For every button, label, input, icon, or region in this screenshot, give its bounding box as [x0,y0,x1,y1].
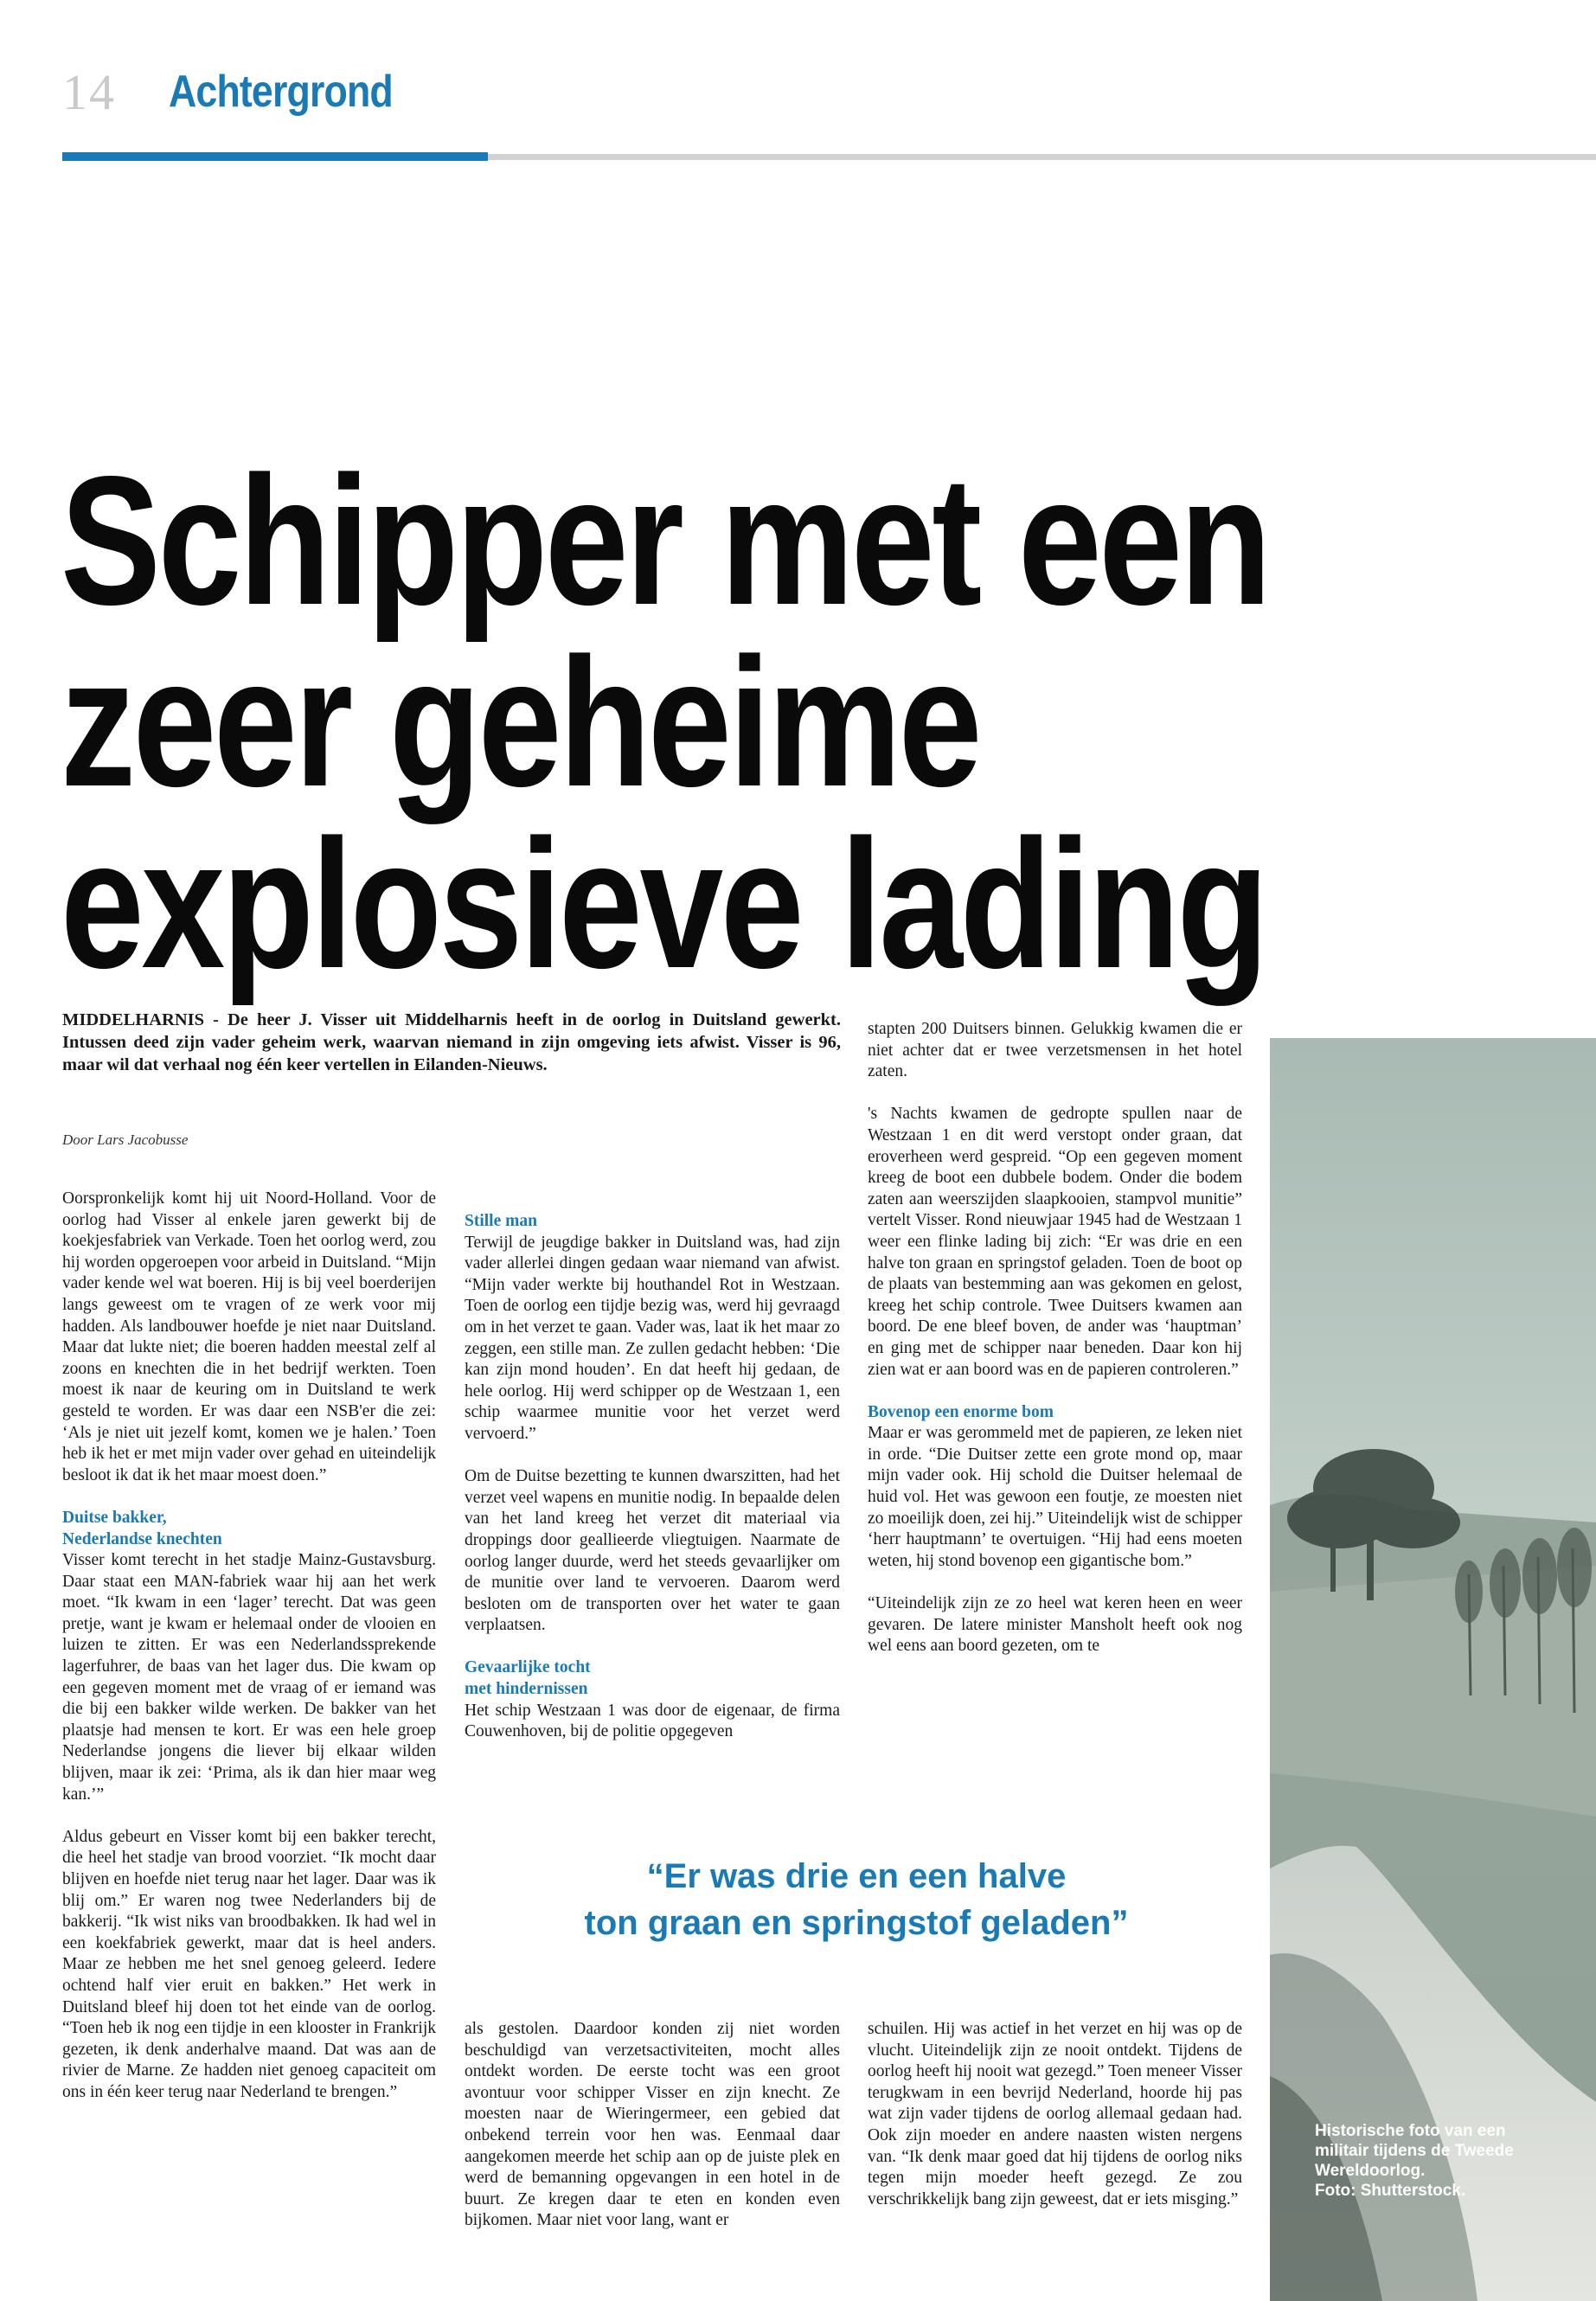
subheading-line: Nederlandse knechten [62,1529,222,1548]
section-title: Achtergrond [169,67,393,117]
paragraph: als gestolen. Daardoor konden zij niet worden beschuldigd van verzetsactiviteiten, mocht alles ontdekt worden. De eerste tocht was een groot avontuur voor schipper Visser en zijn knecht. Ze moesten naar de Wieringermeer, een gebied dat onbekend terrein voor hen was. Eenmaal daar aangekomen meerde het schip aan op de juiste plek en werd de bemanning opgevangen in een hotel in de buurt. Ze kregen daar te eten en konden even bijkomen. Maar niet voor lang, want er [465,2020,840,2230]
header-rule-accent [62,152,488,161]
paragraph: 's Nachts kwamen de gedropte spullen naar de Westzaan 1 en dit werd verstopt onder graan, dat eroverheen werd gespreid. “Op een gegeven moment kreeg de boot een dubbele bodem. Onder die bodem zaten aan weerszijden slaapkooien, stampvol munitie” vertelt Visser. Rond nieuwjaar 1945 had de Westzaan 1 weer een flinke lading bij zich: “Er was drie en een halve ton graan en springstof geladen. Toen de boot op de plaats van bestemming aan was gekomen en gelost, kreeg het schip controle. Twee Duitsers kwamen aan boord. De ene bleef boven, de ander was ‘hauptman’ en ging met de schipper naar beneden. Daar kon hij zien wat er aan boord was en de papieren controleren.” [868,1105,1242,1379]
headline-line: zeer geheime [61,619,980,824]
page-number: 14 [62,64,116,120]
subheading-line: Duitse bakker, [62,1508,167,1527]
paragraph: Visser komt terecht in het stadje Mainz-Gustavsburg. Daar staat een MAN-fabriek waar hij aan het werk moet. “Ik kwam in een ‘lager’ terecht. Dat was geen pretje, want je kwam er helemaal onder de vlooien en luizen te zitten. Er was een Nederlandssprekende lagerfuhrer, de baas van het lager dus. Die kwam op een gegeven moment met de vraag of er iemand was die bij een bakker wilde werken. De bakker van het plaatsje had mensen te kort. Er was een hele groep Nederlandse jongens die liever bij elkaar wilden blijven, maar ik zei: ‘Prima, als ik dan hier maar weg kan.’” [62,1551,436,1804]
caption-line: Historische foto van een [1315,2122,1506,2140]
paragraph: Het schip Westzaan 1 was door de eigenaar, de firma Couwenhoven, bij de politie opgegeven [465,1701,840,1741]
photo-caption [1315,2121,1531,2201]
paragraph: “Uiteindelijk zijn ze zo heel wat keren heen en weer gevaren. De latere minister Mansholt heeft ook nog wel eens aan boord gezeten, om te [868,1594,1242,1656]
subheading [465,1657,840,1700]
subheading: Stille man [465,1212,537,1230]
pull-quote [484,1853,1228,1946]
paragraph: schuilen. Hij was actief in het verzet en hij was op de vlucht. Uiteindelijk zijn ze nooit ontdekt. Tijdens de oorlog heeft hij nooit wat gezegd.” Toen meneer Visser terugkwam in een bevrijd Nederland, hoorde hij pas wat zijn vader tijdens de oorlog allemaal gedaan had. Ook zijn moeder en andere naasten wisten nergens van. “Ik denk maar goed dat hij tijdens de oorlog niks tegen mijn moeder heeft gezegd. Ze zou verschrikkelijk bang zijn geweest, dat er iets misging.” [868,2020,1242,2208]
caption-line: militair tijdens de Tweede [1315,2142,1514,2160]
subheading-line: Gevaarlijke tocht [465,1658,591,1677]
byline: Door Lars Jacobusse [62,1131,189,1148]
headline [61,438,1269,1006]
paragraph: Om de Duitse bezetting te kunnen dwarszitten, had het verzet veel wapens en munitie nodig. In bepaalde delen van het land kreeg het verzet dit materiaal via droppings door geallieerde vliegtuigen. Naarmate de oorlog langer duurde, werd het steeds gevaarlijker om de munitie over land te vervoeren. Daarom werd besloten om de transporten over het water te gaan verplaatsen. [465,1467,840,1635]
pull-quote-line: “Er was drie en een halve [646,1857,1067,1895]
subheading: Bovenop een enorme bom [868,1402,1054,1421]
subheading-line: met hindernissen [465,1680,588,1699]
article-column-2-continued [465,2019,840,2232]
caption-line: Foto: Shutterstock. [1315,2182,1466,2200]
headline-line: Schipper met een [61,438,1269,643]
paragraph: Terwijl de jeugdige bakker in Duitsland was, had zijn vader allerlei dingen gedaan waar niemand van afwist. “Mijn vader werkte bij houthandel Rot in Westzaan. Toen de oorlog een tijdje bezig was, werd hij gevraagd om in het verzet te gaan. Vader was, laat ik het maar zo zeggen, een stille man. Ze zullen gedacht hebben: ‘Die kan zijn mond houden’. En dat heeft hij gedaan, de hele oorlog. Hij werd schipper op de Westzaan 1, een schip waarmee munitie voor het verzet werd vervoerd.” [465,1233,840,1443]
photo-illustration [1270,1038,1596,2301]
article-column-2 [465,1211,840,1743]
caption-line: Wereldoorlog. [1315,2162,1426,2180]
paragraph: Oorspronkelijk komt hij uit Noord-Holland. Voor de oorlog had Visser al enkele jaren gewerkt bij de koekjesfabriek van Verkade. Toen het oorlog werd, zou hij worden opgeroepen voor arbeid in Duitsland. “Mijn vader kende wel wat boeren. Hij is bij veel boerderijen langs geweest om te vragen of ze werk voor mij hadden. Als landbouwer hoefde je niet naar Duitsland. Maar dat lukte niet; die boeren hadden meestal zelf al zoons en knechten die in het bedrijf werkten. Toen moest ik naar de keuring om in Duitsland te werk gesteld te worden. Er was daar een NSB'er die zei: ‘Als je niet uit jezelf komt, komen we je halen.’ Toen heb ik het er met mijn vader over gehad en uiteindelijk besloot ik dat ik het maar moest doen.” [62,1189,436,1484]
header-rule [488,154,1596,160]
paragraph: Aldus gebeurt en Visser komt bij een bakker terecht, die heel het stadje van brood voorziet. “Ik mocht daar blijven en hoefde niet terug naar het lager. Daar was ik blij om.” Er waren nog twee Nederlanders bij de bakkerij. “Ik wist niks van broodbakken. Ik had wel in een koekfabriek gewerkt, maar dat is heel anders. Maar ze hebben me het snel genoeg geleerd. Iedere ochtend half vier eruit en bakken.” Het werk in Duitsland bleef hij doen tot het einde van de oorlog. “Toen heb ik nog een tijdje in een klooster in Frankrijk gezeten, ik denk anderhalve maand. Dat was aan de rivier de Marne. Ze hadden niet genoeg capaciteit om ons in één keer terug naar Nederland te brengen.” [62,1827,436,2101]
article-column-3 [868,1019,1242,1657]
intro-lead: MIDDELHARNIS - De heer J. Visser uit Middelharnis heeft in de oorlog in Duitsland gewerkt. Intussen deed zijn vader geheim werk, waarvan niemand in zijn omgeving iets afwist. Visser is 96, maar wil dat verhaal nog één keer vertellen in Eilanden-Nieuws. [62,1010,841,1074]
article-column-3-continued [868,2019,1242,2210]
subheading [62,1508,436,1550]
paragraph: stapten 200 Duitsers binnen. Gelukkig kwamen die er niet achter dat er twee verzetsmensen in het hotel zaten. [868,1020,1242,1081]
historic-photo [1270,1038,1596,2301]
article-column-1 [62,1189,436,2125]
pull-quote-line: ton graan en springstof geladen” [584,1904,1129,1942]
paragraph: Maar er was gerommeld met de papieren, ze leken niet in orde. “Die Duitser zette een grote mond op, maar mijn vader ook. Hij schold die Duitser helemaal de huid vol. Het was gewoon een foutje, ze moesten niet zo moeilijk doen, zei hij.” Uiteindelijk wist de schipper ‘herr hauptmann’ te overtuigen. “Hij had eens moeten weten, hij stond bovenop een gigantische bom.” [868,1424,1242,1570]
headline-line: explosieve lading [61,801,1266,1006]
